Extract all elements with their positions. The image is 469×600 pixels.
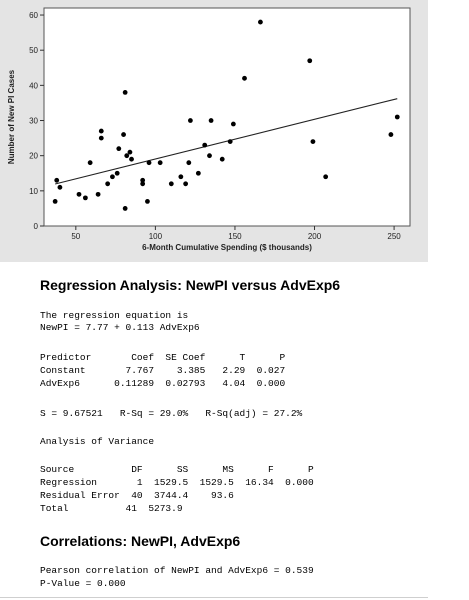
x-tick-label: 250 [387, 232, 401, 241]
y-tick-label: 0 [33, 222, 38, 231]
data-point [83, 195, 88, 200]
x-tick-label: 100 [148, 232, 163, 241]
data-point [196, 171, 201, 176]
data-point [116, 146, 121, 151]
data-point [123, 90, 128, 95]
data-point [53, 199, 58, 204]
data-point [58, 185, 63, 190]
x-tick-label: 50 [71, 232, 81, 241]
data-point [258, 20, 263, 25]
x-tick-label: 200 [307, 232, 322, 241]
x-tick-label: 150 [228, 232, 242, 241]
scatter-chart [0, 0, 428, 262]
data-point [115, 171, 120, 176]
y-tick-label: 10 [29, 186, 38, 196]
data-point [128, 150, 133, 155]
anova-row-regression: Regression 1 1529.5 1529.5 16.34 0.000 [40, 477, 314, 488]
data-point [145, 199, 150, 204]
fit-statistics: S = 9.67521 R-Sq = 29.0% R-Sq(adj) = 27.2% [40, 408, 303, 419]
data-point [105, 181, 110, 186]
data-point [169, 181, 174, 186]
data-point [110, 174, 115, 179]
anova-row-residual: Residual Error 40 3744.4 93.6 [40, 490, 234, 501]
data-point [96, 192, 101, 197]
data-point [209, 118, 214, 123]
x-axis-label: 6-Month Cumulative Spending ($ thousands) [142, 243, 312, 252]
data-point [77, 192, 82, 197]
y-tick-label: 20 [29, 151, 38, 161]
data-point [307, 58, 312, 63]
y-tick-label: 40 [29, 81, 38, 91]
data-point [395, 115, 400, 120]
data-point [123, 206, 128, 211]
regression-heading: Regression Analysis: NewPI versus AdvExp6 [40, 277, 341, 293]
anova-row-total: Total 41 5273.9 [40, 503, 183, 514]
regression-equation: NewPI = 7.77 + 0.113 AdvExp6 [40, 322, 200, 333]
predictor-row-constant: Constant 7.767 3.385 2.29 0.027 [40, 365, 286, 376]
scatter-chart-panel [0, 0, 428, 262]
p-value: P-Value = 0.000 [40, 578, 126, 589]
data-point [147, 160, 152, 165]
y-tick-label: 60 [29, 11, 38, 21]
predictor-row-advexp6: AdvExp6 0.11289 0.02793 4.04 0.000 [40, 378, 286, 389]
data-point [231, 122, 236, 127]
y-tick-label: 30 [29, 116, 38, 126]
data-point [121, 132, 126, 137]
data-point [88, 160, 93, 165]
data-point [158, 160, 163, 165]
pearson-correlation: Pearson correlation of NewPI and AdvExp6 = 0.539 [40, 565, 314, 576]
anova-table-header: Source DF SS MS F P [40, 464, 314, 475]
data-point [323, 174, 328, 179]
data-point [220, 157, 225, 162]
data-point [140, 181, 145, 186]
data-point [183, 181, 188, 186]
data-point [389, 132, 394, 137]
data-point [186, 160, 191, 165]
y-axis-label: Number of New PI Cases [7, 69, 16, 165]
y-tick-label: 50 [29, 46, 38, 56]
data-point [99, 136, 104, 141]
regression-report [0, 262, 469, 600]
bottom-divider [0, 597, 428, 598]
data-point [228, 139, 233, 144]
data-point [207, 153, 212, 158]
predictor-table-header: Predictor Coef SE Coef T P [40, 352, 286, 363]
data-point [311, 139, 316, 144]
data-point [129, 157, 134, 162]
data-point [99, 129, 104, 134]
data-point [54, 178, 59, 183]
data-point [202, 143, 207, 148]
data-point [178, 174, 183, 179]
data-point [242, 76, 247, 81]
data-point [188, 118, 193, 123]
anova-title: Analysis of Variance [40, 436, 155, 447]
equation-intro: The regression equation is [40, 310, 189, 321]
correlations-heading: Correlations: NewPI, AdvExp6 [40, 533, 241, 549]
